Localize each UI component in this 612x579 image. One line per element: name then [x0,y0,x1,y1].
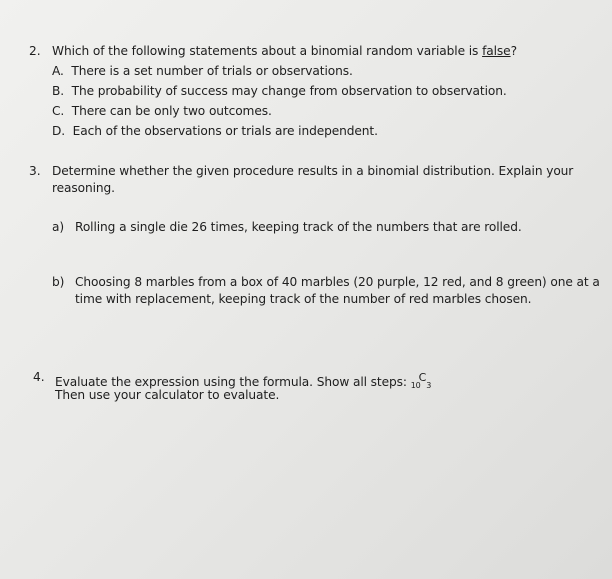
q2-stem [52,44,517,59]
q2-option-b [52,84,507,99]
q3-stem-line1: Determine whether the given procedure results in a binomial distribution. Explain your [52,164,574,178]
q2-stem-after: ? [510,44,517,58]
q2-number: 2. [29,44,41,58]
q2-option-c-letter: C. [52,104,65,118]
q4-line2: Then use your calculator to evaluate. [55,388,280,402]
q2-option-d-letter: D. [52,124,66,138]
combination-n: 10 [410,381,421,390]
combination-c: C [418,371,427,384]
q2-option-a-text: There is a set number of trials or observations. [71,64,353,78]
q2-option-d-text: Each of the observations or trials are independent. [72,124,378,138]
combination-expression [411,370,432,393]
q4-line1-text: Evaluate the expression using the formula. Show all steps: [55,375,411,389]
q2-stem-emphasis: false [482,44,511,58]
q3-part-b-label: b) [52,275,65,289]
q2-stem-before: Which of the following statements about a binomial random variable is [52,44,483,58]
q3-part-a-label: a) [52,220,65,234]
q2-option-a-letter: A. [52,64,64,78]
q2-option-c-text: There can be only two outcomes. [71,104,272,118]
q3-number: 3. [29,164,41,178]
q2-option-b-text: The probability of success may change from observation to observation. [71,84,507,98]
q2-option-a [52,64,353,79]
q3-part-b-line2: time with replacement, keeping track of the number of red marbles chosen. [75,292,532,306]
q3-stem-line2: reasoning. [52,181,115,195]
q4-number: 4. [33,370,45,384]
q2-option-d [52,124,378,139]
q2-option-c [52,104,272,119]
q2-option-b-letter: B. [52,84,65,98]
combination-r: 3 [426,381,432,390]
q3-part-b-line1: Choosing 8 marbles from a box of 40 marbles (20 purple, 12 red, and 8 green) one at a [75,275,600,289]
q3-part-a-text: Rolling a single die 26 times, keeping track of the numbers that are rolled. [75,220,522,234]
